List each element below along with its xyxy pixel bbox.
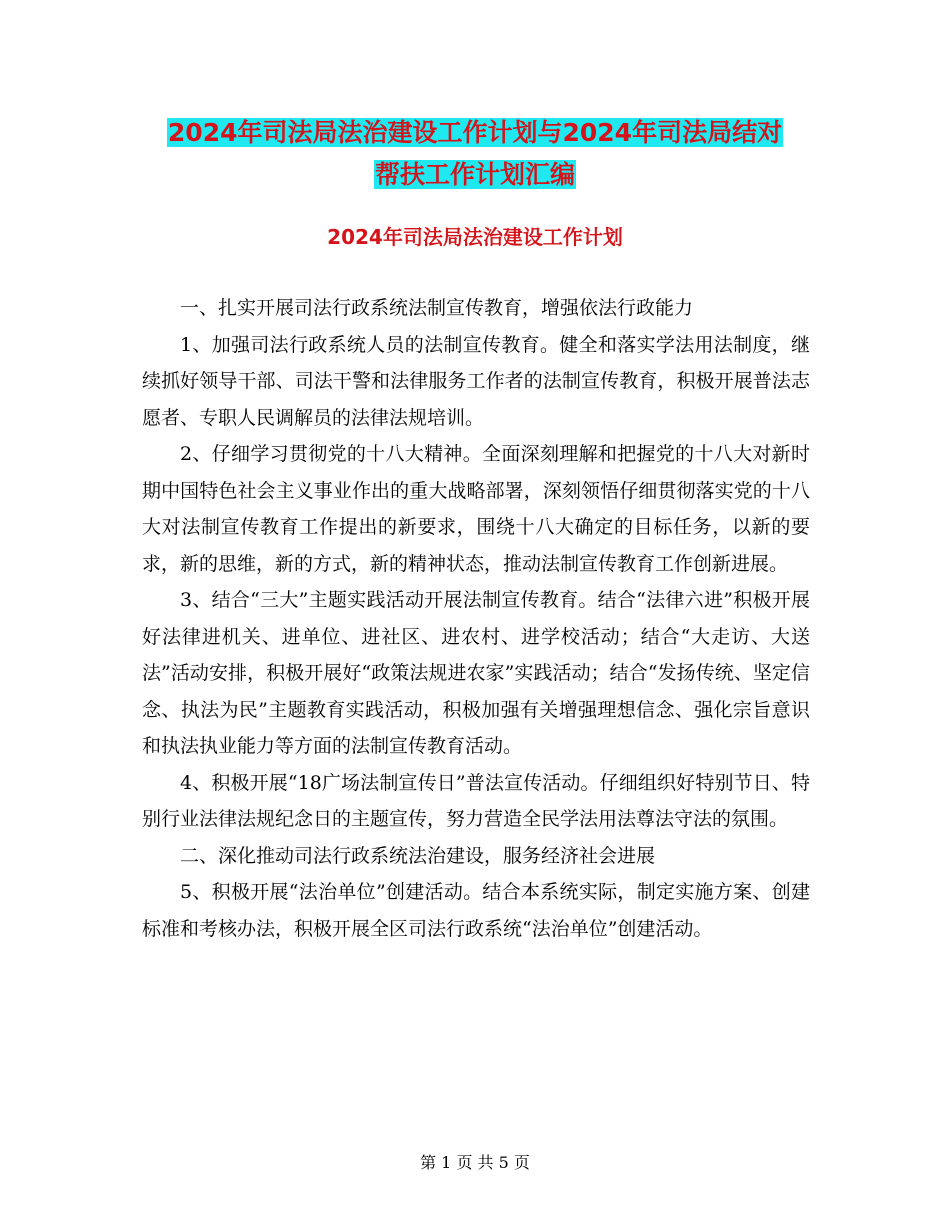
paragraph: 4、积极开展“18广场法制宣传日”普法宣传活动。仔细组织好特别节日、特别行业法律法规纪念日的主题宣传，努力营造全民学法用法尊法守法的氛围。 <box>142 771 810 830</box>
document-title <box>140 112 810 196</box>
document-body <box>142 290 810 947</box>
title-line-2: 帮扶工作计划汇编 <box>374 160 575 189</box>
section-title: 2024年司法局法治建设工作计划 <box>327 225 623 249</box>
paragraph: 3、结合“三大”主题实践活动开展法制宣传教育。结合“法律六进”积极开展好法律进机关、进单位、进社区、进农村、进学校活动；结合“大走访、大送法”活动安排，积极开展好“政策法规进农家”实践活动；结合“发扬传统、坚定信念、执法为民”主题教育实践活动，积极加强有关增强理想信念、强化宗旨意识和执法执业能力等方面的法制宣传教育活动。 <box>142 589 810 757</box>
paragraph: 一、扎实开展司法行政系统法制宣传教育，增强依法行政能力 <box>180 297 694 319</box>
paragraph: 5、积极开展“法治单位”创建活动。结合本系统实际，制定实施方案、创建标准和考核办法，积极开展全区司法行政系统“法治单位”创建活动。 <box>142 881 810 940</box>
title-line-1: 2024年司法局法治建设工作计划与2024年司法局结对 <box>167 118 783 147</box>
page-number: 第 1 页 共 5 页 <box>420 1153 530 1172</box>
paragraph: 2、仔细学习贯彻党的十八大精神。全面深刻理解和把握党的十八大对新时期中国特色社会主义事业作出的重大战略部署，深刻领悟仔细贯彻落实党的十八大对法制宣传教育工作提出的新要求，围绕十八大确定的目标任务，以新的要求，新的思维，新的方式，新的精神状态，推动法制宣传教育工作创新进展。 <box>142 443 810 575</box>
page-footer <box>0 1150 950 1173</box>
paragraph: 1、加强司法行政系统人员的法制宣传教育。健全和落实学法用法制度，继续抓好领导干部、司法干警和法律服务工作者的法制宣传教育，积极开展普法志愿者、专职人民调解员的法律法规培训。 <box>142 333 810 429</box>
paragraph: 二、深化推动司法行政系统法治建设，服务经济社会进展 <box>180 844 656 867</box>
